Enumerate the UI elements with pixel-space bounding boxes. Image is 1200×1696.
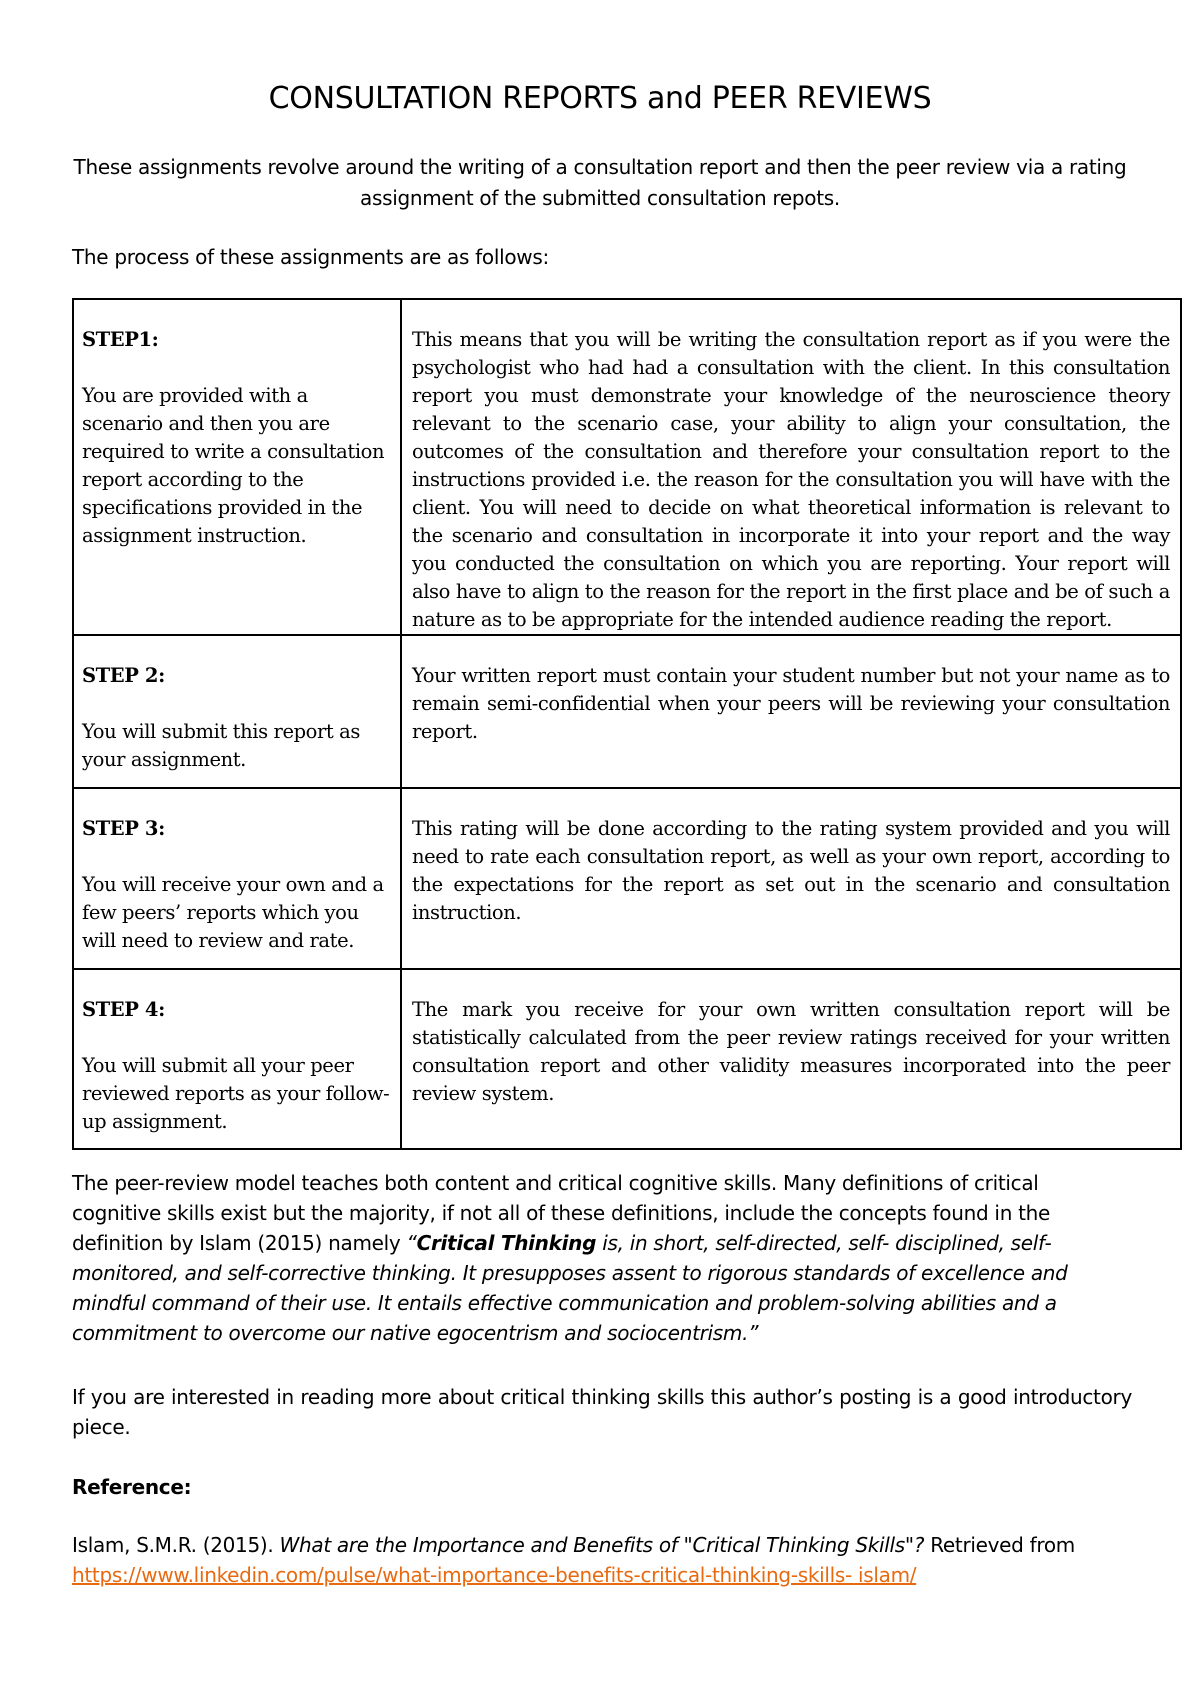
step-details: The mark you receive for your own written consultation report will be statistically calculated from the peer review ratings received for your written consultation report and other validity measures incorporated into the peer review system. — [412, 998, 1170, 1105]
step-row — [73, 788, 1181, 969]
step-cell — [73, 635, 401, 788]
step-description: You are provided with a scenario and then you are required to write a consultation report according to the specifications provided in the assignment instruction. — [82, 384, 385, 547]
step-details-cell — [401, 635, 1181, 788]
step-row — [73, 635, 1181, 788]
critical-thinking-term: Critical Thinking — [416, 1231, 597, 1255]
reference-retrieved: Retrieved from — [924, 1533, 1075, 1557]
step-row — [73, 299, 1181, 635]
para1-quote: is, in short, self-directed, self- disciplined, self-monitored, and self-corrective thinking. It presupposes assent to rigorous standards of excellence and mindful command of their use. It entails effective communication and problem-solving abilities and a commitment to overcome our native egocentrism and sociocentrism.” — [72, 1231, 1068, 1345]
step-cell — [73, 788, 401, 969]
reference-link[interactable]: https://www.linkedin.com/pulse/what-importance-benefits-critical-thinking-skills- islam/ — [72, 1563, 917, 1587]
page-title: CONSULTATION REPORTS and PEER REVIEWS — [268, 81, 932, 116]
step-details: This rating will be done according to the rating system provided and you will need to rate each consultation report, as well as your own report, according to the expectations for the report as set out in the scenario and consultation instruction. — [412, 817, 1170, 924]
step-label: STEP 2: — [82, 664, 165, 687]
reference-heading: Reference: — [72, 1475, 192, 1499]
step-cell — [73, 299, 401, 635]
process-intro: The process of these assignments are as follows: — [72, 245, 549, 269]
step-description: You will receive your own and a few peers’ reports which you will need to review and rate. — [82, 873, 384, 952]
step-details: This means that you will be writing the consultation report as if you were the psychologist who had had a consultation with the client. In this consultation report you must demonstrate your knowledge of the neuroscience theory relevant to the scenario case, your ability to align your consultation, the outcomes of the consultation and therefore your consultation report to the instructions provided i.e. the reason for the consultation you will have with the client. You will need to decide on what theoretical information is relevant to the scenario and consultation in incorporate it into your report and the way you conducted the consultation on which you are reporting. Your report will also have to align to the reason for the report in the first place and be of such a nature as to be appropriate for the intended audience reading the report. — [412, 328, 1170, 631]
step-details: Your written report must contain your student number but not your name as to remain semi-confidential when your peers will be reviewing your consultation report. — [412, 664, 1170, 743]
reference-title: What are the Importance and Benefits of "Critical Thinking Skills"? — [279, 1533, 925, 1557]
para1-quote-open: “ — [406, 1231, 417, 1255]
intro-paragraph: These assignments revolve around the writing of a consultation report and then the peer review via a rating assignment of the submitted consultation repots. — [73, 155, 1127, 210]
step-description: You will submit all your peer reviewed reports as your follow-up assignment. — [82, 1054, 390, 1133]
step-cell — [73, 969, 401, 1149]
step-details-cell — [401, 299, 1181, 635]
step-label: STEP 4: — [82, 998, 165, 1021]
reference-author: Islam, S.M.R. (2015). — [72, 1533, 280, 1557]
step-label: STEP 3: — [82, 817, 165, 840]
step-details-cell — [401, 969, 1181, 1149]
reading-suggestion-paragraph: If you are interested in reading more about critical thinking skills this author’s posting is a good introductory piece. — [72, 1385, 1132, 1439]
step-row — [73, 969, 1181, 1149]
step-label: STEP1: — [82, 328, 159, 351]
para1-lead: The peer-review model teaches both content and critical cognitive skills. Many definitions of critical cognitive skills exist but the majority, if not all of these definitions, include the concepts found in the definition by Islam (2015) namely — [72, 1171, 1051, 1255]
steps-table — [72, 298, 1182, 1150]
step-description: You will submit this report as your assignment. — [82, 720, 360, 771]
critical-thinking-paragraph — [72, 1168, 1132, 1348]
step-details-cell — [401, 788, 1181, 969]
reference-entry — [72, 1530, 1132, 1590]
